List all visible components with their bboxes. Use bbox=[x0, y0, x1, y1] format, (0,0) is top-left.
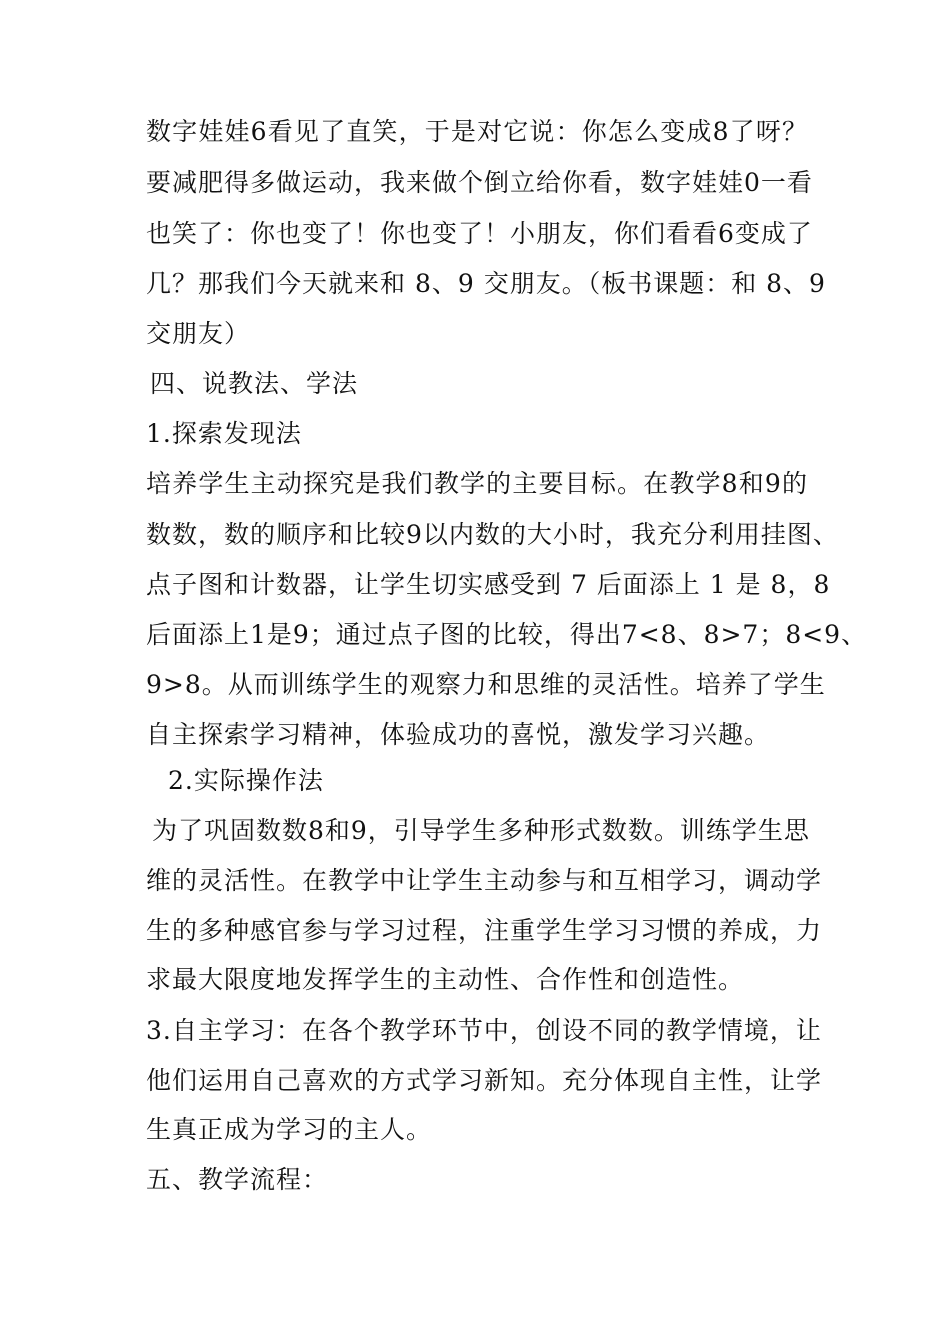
text-line: 交朋友） bbox=[146, 319, 251, 348]
text-line: 点子图和计数器，让学生切实感受到 7 后面添上 1 是 8，8 bbox=[146, 570, 831, 599]
text-line: 后面添上1是9；通过点子图的比较，得出7<8、8>7；8<9、 bbox=[146, 620, 868, 649]
text-line: 也笑了：你也变了！你也变了！小朋友，你们看看6变成了 bbox=[146, 219, 813, 248]
text-line: 几？那我们今天就来和 8、9 交朋友。（板书课题：和 8、9 bbox=[146, 269, 826, 298]
text-line: 求最大限度地发挥学生的主动性、合作性和创造性。 bbox=[146, 965, 745, 994]
text-line: 数字娃娃6看见了直笑，于是对它说：你怎么变成8了呀？ bbox=[146, 117, 808, 146]
section-heading: 五、教学流程： bbox=[146, 1165, 329, 1194]
section-heading: 四、说教法、学法 bbox=[150, 369, 359, 398]
text-line: 生的多种感官参与学习过程，注重学生学习习惯的养成，力 bbox=[146, 916, 823, 945]
text-line: 为了巩固数数8和9，引导学生多种形式数数。训练学生思 bbox=[152, 816, 810, 845]
text-line: 数数，数的顺序和比较9以内数的大小时，我充分利用挂图、 bbox=[146, 520, 839, 549]
subheading: 2.实际操作法 bbox=[168, 766, 324, 795]
text-line: 培养学生主动探究是我们教学的主要目标。在教学8和9的 bbox=[146, 469, 808, 498]
text-line: 3.自主学习：在各个教学环节中，创设不同的教学情境，让 bbox=[146, 1016, 822, 1045]
text-line: 自主探索学习精神，体验成功的喜悦，激发学习兴趣。 bbox=[146, 720, 771, 749]
subheading: 1.探索发现法 bbox=[146, 419, 302, 448]
text-line: 他们运用自己喜欢的方式学习新知。充分体现自主性，让学 bbox=[146, 1066, 823, 1095]
text-line: 9>8。从而训练学生的观察力和思维的灵活性。培养了学生 bbox=[146, 670, 826, 699]
text-line: 生真正成为学习的主人。 bbox=[146, 1115, 433, 1144]
text-line: 要减肥得多做运动，我来做个倒立给你看，数字娃娃0一看 bbox=[146, 168, 813, 197]
text-line: 维的灵活性。在教学中让学生主动参与和互相学习，调动学 bbox=[146, 866, 823, 895]
